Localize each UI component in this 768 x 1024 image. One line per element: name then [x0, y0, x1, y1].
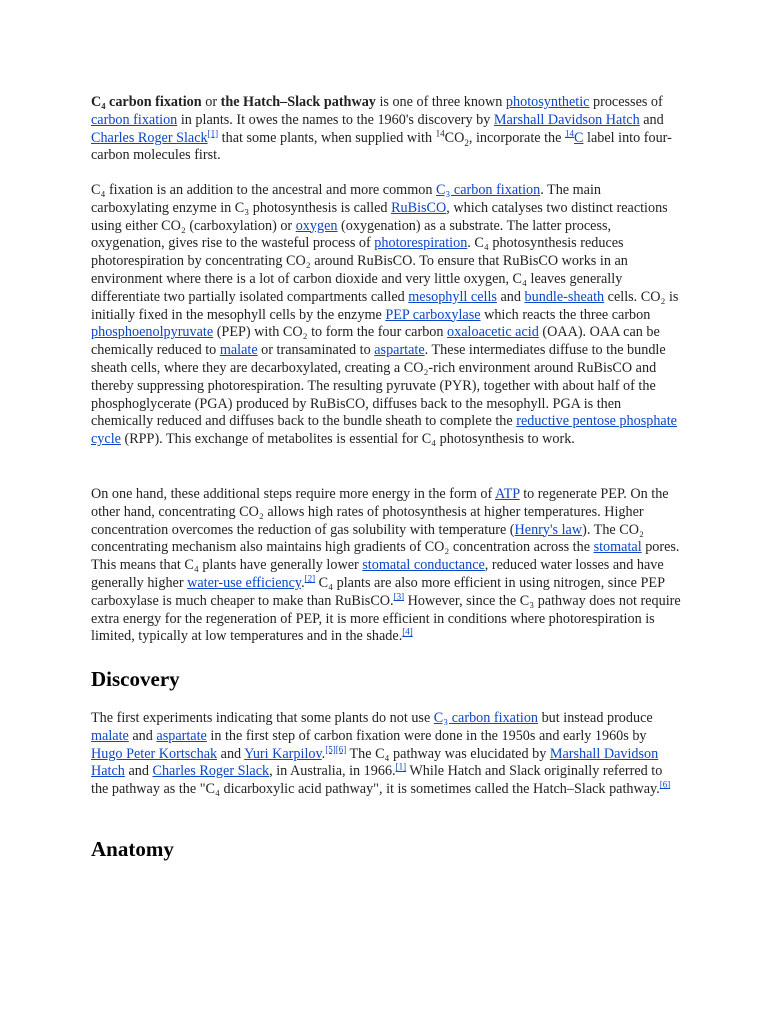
text-run: pores. This means that C₄ plants have generally lower — [91, 539, 680, 574]
text-run: , reduced water losses and have generally higher — [91, 557, 664, 591]
text-run: and — [639, 111, 664, 128]
energy-paragraph — [91, 486, 681, 646]
text-run: . C₄ photosynthesis reduces photorespiration by concentrating CO₂ around RuBisCO. To ensure that RuBisCO works in an environment where there is a lot of carbon dioxide and very little oxygen, C₄ leaves generally differentiate two partially isolated compartments called — [91, 235, 628, 305]
link-pep-carboxylase[interactable]: PEP carboxylase — [385, 306, 481, 323]
bold-term: C₄ carbon fixation — [91, 94, 202, 110]
text-run: . The main carboxylating enzyme in C₃ photosynthesis is called — [91, 182, 602, 216]
ref-2[interactable]: [2] — [304, 573, 316, 584]
subscript: 2 — [464, 137, 469, 148]
link-carbon-fixation[interactable]: carbon fixation — [91, 111, 178, 128]
ref-6[interactable]: [6] — [659, 779, 671, 790]
link-stomatal[interactable]: stomatal — [593, 539, 642, 556]
link-stomatal-conductance[interactable]: stomatal conductance — [362, 557, 485, 574]
discovery-paragraph — [91, 710, 681, 799]
superscript: 14 — [435, 127, 445, 138]
link-hatch[interactable]: Marshall Davidson Hatch — [493, 111, 640, 128]
link-aspartate-2[interactable]: aspartate — [156, 727, 207, 744]
text-run: The C₄ pathway was elucidated by — [346, 745, 550, 762]
link-photosynthetic[interactable]: photosynthetic — [505, 94, 590, 110]
text-run: CO — [444, 129, 465, 146]
link-14c[interactable]: C — [574, 129, 584, 146]
text-run: (PEP) with CO₂ to form the four carbon — [213, 324, 448, 341]
text-run: ). The CO₂ concentrating mechanism also maintains high gradients of CO₂ concentration across the — [91, 521, 644, 556]
link-atp[interactable]: ATP — [494, 486, 520, 502]
ref-4[interactable]: [4] — [402, 626, 413, 637]
link-water-use-efficiency[interactable]: water-use efficiency — [187, 574, 302, 591]
text-run: but instead produce — [538, 710, 653, 726]
discovery-heading: Discovery — [91, 667, 180, 691]
ref-5-6[interactable]: [5][6] — [325, 743, 347, 754]
text-run: . — [321, 745, 326, 762]
intro-paragraph — [91, 94, 681, 165]
text-run: (OAA). OAA can be chemically reduced to — [91, 324, 660, 359]
text-run: is one of three known — [375, 94, 506, 110]
link-hatch-2[interactable]: Marshall Davidson Hatch — [91, 745, 659, 780]
text-run: processes of — [589, 94, 663, 110]
link-oxaloacetic-acid[interactable]: oxaloacetic acid — [447, 324, 539, 341]
link-photorespiration[interactable]: photorespiration — [374, 235, 468, 252]
link-slack-2[interactable]: Charles Roger Slack — [152, 763, 270, 780]
text-run: However, since the C₃ pathway does not require extra energy for the regeneration of PEP, it is more efficient in conditions where photorespiration is limited, typically at low temperatures and in the shade. — [91, 592, 681, 645]
text-run: in the first step of carbon fixation were done in the 1950s and early 1960s by — [206, 727, 647, 744]
link-oxygen[interactable]: oxygen — [295, 217, 338, 234]
link-c3-carbon-fixation[interactable]: C₃ carbon fixation — [435, 182, 541, 198]
link-phosphoenolpyruvate[interactable]: phosphoenolpyruvate — [91, 324, 214, 341]
link-c3-carbon-fixation-2[interactable]: C₃ carbon fixation — [433, 710, 539, 726]
text-run: or transaminated to — [257, 342, 375, 359]
link-malate-2[interactable]: malate — [91, 727, 129, 744]
link-14c-sup[interactable]: 14 — [565, 127, 574, 138]
text-run: While Hatch and Slack originally referred to the pathway as the "C₄ dicarboxylic acid pathway", it is sometimes called the Hatch–Slack pathway. — [91, 763, 663, 798]
text-run: , incorporate the — [468, 129, 565, 146]
link-mesophyll-cells[interactable]: mesophyll cells — [408, 288, 497, 305]
text-run: label into four-carbon molecules first. — [91, 129, 672, 164]
text-run: and — [124, 763, 153, 780]
text-run: and — [496, 288, 525, 305]
link-bundle-sheath[interactable]: bundle-sheath — [524, 288, 605, 305]
bold-term: the Hatch–Slack pathway — [220, 94, 376, 110]
ref-1-b[interactable]: [1] — [395, 761, 407, 772]
text-run: . These intermediates diffuse to the bundle sheath cells, where they are decarboxylated, creating a CO₂-rich environment around RuBisCO and thereby suppressing photorespiration. The resulting pyruvate (PYR), together with about half of the phosphoglycerate (PGA) produced by RuBisCO, diffuses back to the mesophyll. PGA is then chemically reduced and diffuses back to the bundle sheath to complete the — [91, 342, 666, 430]
link-reductive-pentose-phosphate-cycle[interactable]: reductive pentose phosphate cycle — [91, 413, 677, 448]
link-slack[interactable]: Charles Roger Slack — [91, 129, 208, 146]
text-run: that some plants, when supplied with — [218, 129, 436, 146]
text-run: in plants. It owes the names to the 1960's discovery by — [177, 111, 494, 128]
text-run: , which catalyses two distinct reactions using either CO₂ (carboxylation) or — [91, 199, 668, 234]
text-run: and — [128, 727, 157, 744]
text-run: (RPP). This exchange of metabolites is essential for C₄ photosynthesis to work. — [120, 431, 575, 448]
text-run: and — [217, 745, 245, 762]
link-rubisco[interactable]: RuBisCO — [391, 199, 447, 216]
text-run: C₄ fixation is an addition to the ancestral and more common — [91, 182, 436, 198]
text-run: On one hand, these additional steps require more energy in the form of — [91, 486, 495, 502]
link-kortschak[interactable]: Hugo Peter Kortschak — [91, 745, 218, 762]
c4-fixation-paragraph — [91, 182, 681, 449]
text-run: The first experiments indicating that some plants do not use — [91, 710, 434, 726]
text-run: cells. CO₂ is initially fixed in the mesophyll cells by the enzyme — [91, 288, 679, 323]
text-run: to regenerate PEP. On the other hand, concentrating CO₂ allows high rates of photosynthesis at higher temperatures. Higher concentration overcomes the reduction of gas solubility with temperature ( — [91, 486, 669, 538]
link-henrys-law[interactable]: Henry's law — [514, 521, 583, 538]
link-malate[interactable]: malate — [219, 342, 258, 359]
text-run: or — [201, 94, 221, 110]
text-run: , in Australia, in 1966. — [269, 763, 396, 780]
link-aspartate[interactable]: aspartate — [374, 342, 425, 359]
text-run: . — [301, 574, 305, 591]
anatomy-heading: Anatomy — [91, 837, 174, 861]
link-karpilov[interactable]: Yuri Karpilov — [244, 745, 322, 762]
text-run: which reacts the three carbon — [480, 306, 651, 323]
ref-1[interactable]: [1] — [207, 127, 219, 138]
text-run: (oxygenation) as a substrate. The latter process, oxygenation, gives rise to the wasteful process of — [91, 217, 612, 252]
ref-3[interactable]: [3] — [393, 591, 405, 602]
text-run: C₄ plants are also more efficient in using nitrogen, since PEP carboxylase is much cheaper to make than RuBisCO. — [91, 574, 665, 609]
